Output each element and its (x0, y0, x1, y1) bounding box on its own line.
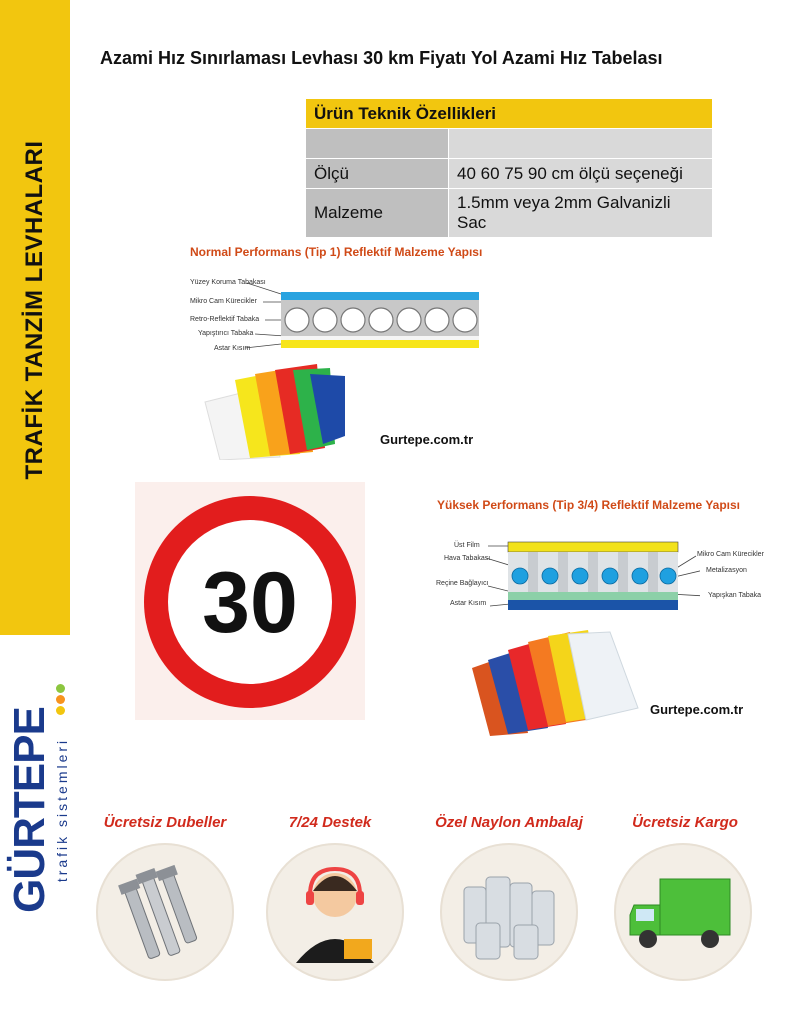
speed-limit-sign-graphic (135, 482, 365, 720)
high-layer-label: Metalizasyon (706, 567, 747, 574)
side-banner-title: TRAFİK TANZİM LEVHALARI (21, 140, 48, 480)
normal-layer-label: Yapıştırıcı Tabaka (198, 330, 254, 337)
normal-layer-diagram (245, 276, 485, 356)
brand-subtitle: trafik sistemleri (54, 737, 70, 883)
side-banner (0, 0, 70, 635)
feature-label: Ücretsiz Dubeller (103, 814, 227, 831)
high-reflective-sheets-image (470, 628, 645, 738)
brand-name: GÜRTEPE (5, 707, 54, 913)
spec-value: 40 60 75 90 cm ölçü seçeneği (449, 159, 713, 189)
high-layer-diagram (470, 540, 700, 616)
normal-layer-label: Astar Kısım (214, 345, 251, 352)
feature-label: Ücretsiz Kargo (632, 814, 738, 831)
high-layer-label: Mikro Cam Kürecikler (697, 551, 764, 558)
speed-limit-sign (135, 482, 365, 720)
plastic-rolls-icon (440, 843, 578, 981)
spec-key: Malzeme (306, 189, 449, 238)
anchor-bolts-icon (96, 843, 234, 981)
reflective-sheets-image (195, 362, 360, 460)
spec-table (305, 98, 713, 238)
normal-diagram-title: Normal Performans (Tip 1) Reflektif Malzeme Yapısı (190, 245, 483, 259)
spec-value (449, 129, 713, 159)
spec-table-header (306, 99, 713, 129)
feature-label: Özel Naylon Ambalaj (435, 814, 583, 831)
high-diagram-title: Yüksek Performans (Tip 3/4) Reflektif Malzeme Yapısı (437, 498, 741, 512)
high-layer-label: Yapışkan Tabaka (708, 592, 762, 599)
normal-layer-label: Retro-Reflektif Tabaka (190, 316, 260, 323)
normal-layer-label: Mikro Cam Kürecikler (190, 298, 257, 305)
spec-row (306, 159, 713, 189)
normal-layer-label: Yüzey Koruma Tabakası (190, 279, 266, 286)
spec-row (306, 189, 713, 238)
feature-label: 7/24 Destek (288, 814, 372, 831)
high-layer-label: Üst Film (454, 542, 480, 549)
delivery-truck-icon (614, 843, 752, 981)
high-layer-label: Reçine Bağlayıcı (436, 580, 489, 587)
brand-logo (0, 660, 80, 960)
spec-key (306, 129, 449, 159)
spec-key: Ölçü (306, 159, 449, 189)
support-agent-icon (266, 843, 404, 981)
site-label: Gurtepe.com.tr (380, 432, 474, 447)
site-label: Gurtepe.com.tr (650, 702, 744, 717)
spec-row (306, 129, 713, 159)
page-title: Azami Hız Sınırlaması Levhası 30 km Fiyatı Yol Azami Hız Tabelası (100, 48, 663, 68)
spec-table-header-text: Ürün Teknik Özellikleri (306, 99, 713, 129)
speed-limit-value: 30 (202, 555, 298, 651)
high-layer-label: Hava Tabakası (444, 555, 491, 562)
high-layer-label: Astar Kısım (450, 600, 487, 607)
spec-value: 1.5mm veya 2mm Galvanizli Sac (449, 189, 713, 238)
